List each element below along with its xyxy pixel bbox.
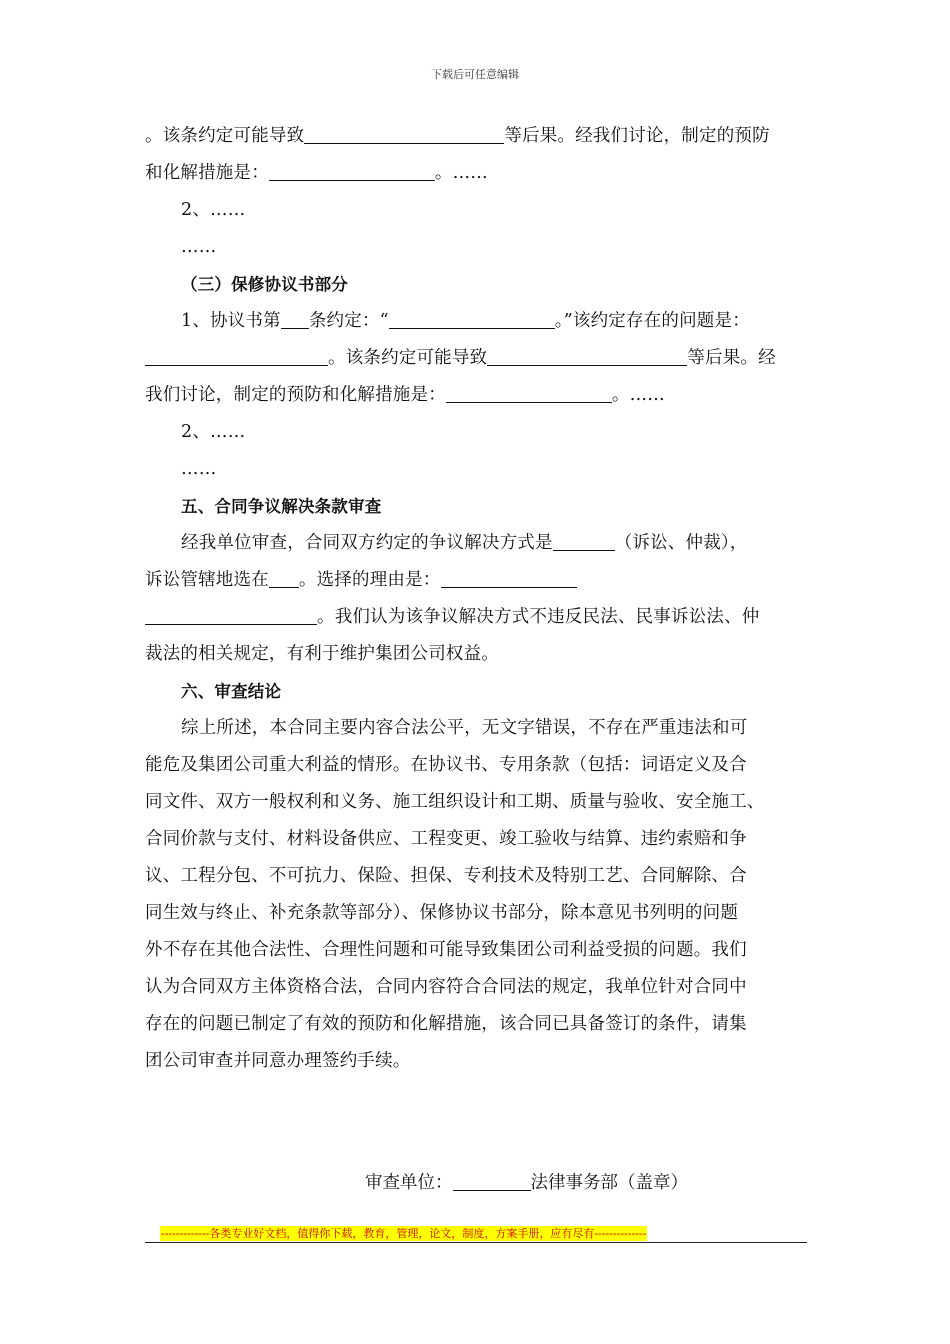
text-segment: 同生效与终止、补充条款等部分）、保修协议书部分，除本意见书列明的问题 <box>145 903 739 923</box>
text-segment: 外不存在其他合法性、合理性问题和可能导致集团公司利益受损的问题。我们 <box>145 940 747 960</box>
fill-in-blank <box>145 343 328 366</box>
text-segment: 。…… <box>434 163 489 183</box>
text-line <box>145 1043 807 1080</box>
text-segment: 。我们认为该争议解决方式不违反民法、民事诉讼法、仲 <box>317 607 760 627</box>
document-body <box>145 118 807 1080</box>
text-segment: 。该条约定可能导致 <box>145 126 305 146</box>
text-line <box>145 969 807 1006</box>
text-segment: 议、工程分包、不可抗力、保险、担保、专利技术及特别工艺、合同解除、合 <box>145 866 747 886</box>
signature-line <box>365 1168 688 1198</box>
text-line <box>145 1006 807 1043</box>
text-line <box>145 414 807 451</box>
text-line <box>145 377 807 414</box>
fill-in-blank <box>389 306 555 329</box>
text-line <box>145 636 807 673</box>
text-segment: 合同价款与支付、材料设备供应、工程变更、竣工验收与结算、违约索赔和争 <box>145 829 747 849</box>
text-line <box>145 895 807 932</box>
text-segment: （诉讼、仲裁）， <box>614 533 748 553</box>
heading-text: （三）保修协议书部分 <box>181 275 348 294</box>
ellipsis: …… <box>181 237 217 257</box>
list-item: 2、…… <box>181 200 246 220</box>
text-segment: 综上所述，本合同主要内容合法公平，无文字错误，不存在严重违法和可 <box>181 718 748 738</box>
fill-in-blank <box>281 306 309 329</box>
text-segment: 条约定：“ <box>308 311 389 331</box>
text-segment: 。”该约定存在的问题是： <box>554 311 750 331</box>
footer-banner: -------------各类专业好文档，值得你下载，教育，管理，论文，制度，方案手册，应有尽有-------------- <box>161 1227 647 1240</box>
text-line <box>145 155 807 192</box>
text-line <box>145 858 807 895</box>
section-heading <box>145 266 807 303</box>
fill-in-blank <box>446 380 612 403</box>
signature-label: 审查单位： <box>365 1173 453 1193</box>
ellipsis: …… <box>181 459 217 479</box>
text-segment: 1、协议书第 <box>181 311 281 331</box>
text-line <box>145 932 807 969</box>
text-line <box>145 340 807 377</box>
text-segment: 。选择的理由是： <box>298 570 441 590</box>
text-line <box>145 525 807 562</box>
fill-in-blank <box>269 565 299 588</box>
fill-in-blank <box>145 602 317 625</box>
text-segment: 诉讼管辖地选在 <box>145 570 269 590</box>
text-line <box>145 229 807 266</box>
text-segment: 团公司审查并同意办理签约手续。 <box>145 1051 411 1071</box>
text-line <box>145 451 807 488</box>
text-segment: 经我单位审查，合同双方约定的争议解决方式是 <box>181 533 553 553</box>
text-line <box>145 562 807 599</box>
section-heading <box>145 673 807 710</box>
text-segment: 等后果。经我们讨论，制定的预防 <box>504 126 770 146</box>
fill-in-blank <box>487 343 687 366</box>
text-segment: 存在的问题已制定了有效的预防和化解措施，该合同已具备签订的条件，请集 <box>145 1014 747 1034</box>
page-header: 下载后可任意编辑 <box>431 68 519 81</box>
text-segment: 和化解措施是： <box>145 163 269 183</box>
list-item: 2、…… <box>181 422 246 442</box>
section-heading <box>145 488 807 525</box>
text-segment: 我们讨论，制定的预防和化解措施是： <box>145 385 446 405</box>
text-segment: 认为合同双方主体资格合法，合同内容符合合同法的规定，我单位针对合同中 <box>145 977 747 997</box>
text-segment: 裁法的相关规定，有利于维护集团公司权益。 <box>145 644 499 664</box>
text-line <box>145 192 807 229</box>
text-segment: 。…… <box>611 385 666 405</box>
signature-suffix: 法律事务部（盖章） <box>530 1173 688 1193</box>
fill-in-blank <box>441 565 577 588</box>
footer-divider <box>145 1242 807 1243</box>
text-segment: 等后果。经 <box>687 348 776 368</box>
text-segment: 。该条约定可能导致 <box>328 348 488 368</box>
text-segment: 同文件、双方一般权利和义务、施工组织设计和工期、质量与验收、安全施工、 <box>145 792 765 812</box>
text-line <box>145 303 807 340</box>
text-line <box>145 118 807 155</box>
fill-in-blank <box>453 1168 531 1191</box>
text-line <box>145 747 807 784</box>
heading-text: 五、合同争议解决条款审查 <box>181 497 382 516</box>
text-line <box>145 821 807 858</box>
text-line <box>145 784 807 821</box>
fill-in-blank <box>304 121 504 144</box>
fill-in-blank <box>269 158 435 181</box>
text-line <box>145 710 807 747</box>
text-segment: 能危及集团公司重大利益的情形。在协议书、专用条款（包括：词语定义及合 <box>145 755 747 775</box>
fill-in-blank <box>553 528 615 551</box>
heading-text: 六、审查结论 <box>181 682 282 701</box>
text-line <box>145 599 807 636</box>
